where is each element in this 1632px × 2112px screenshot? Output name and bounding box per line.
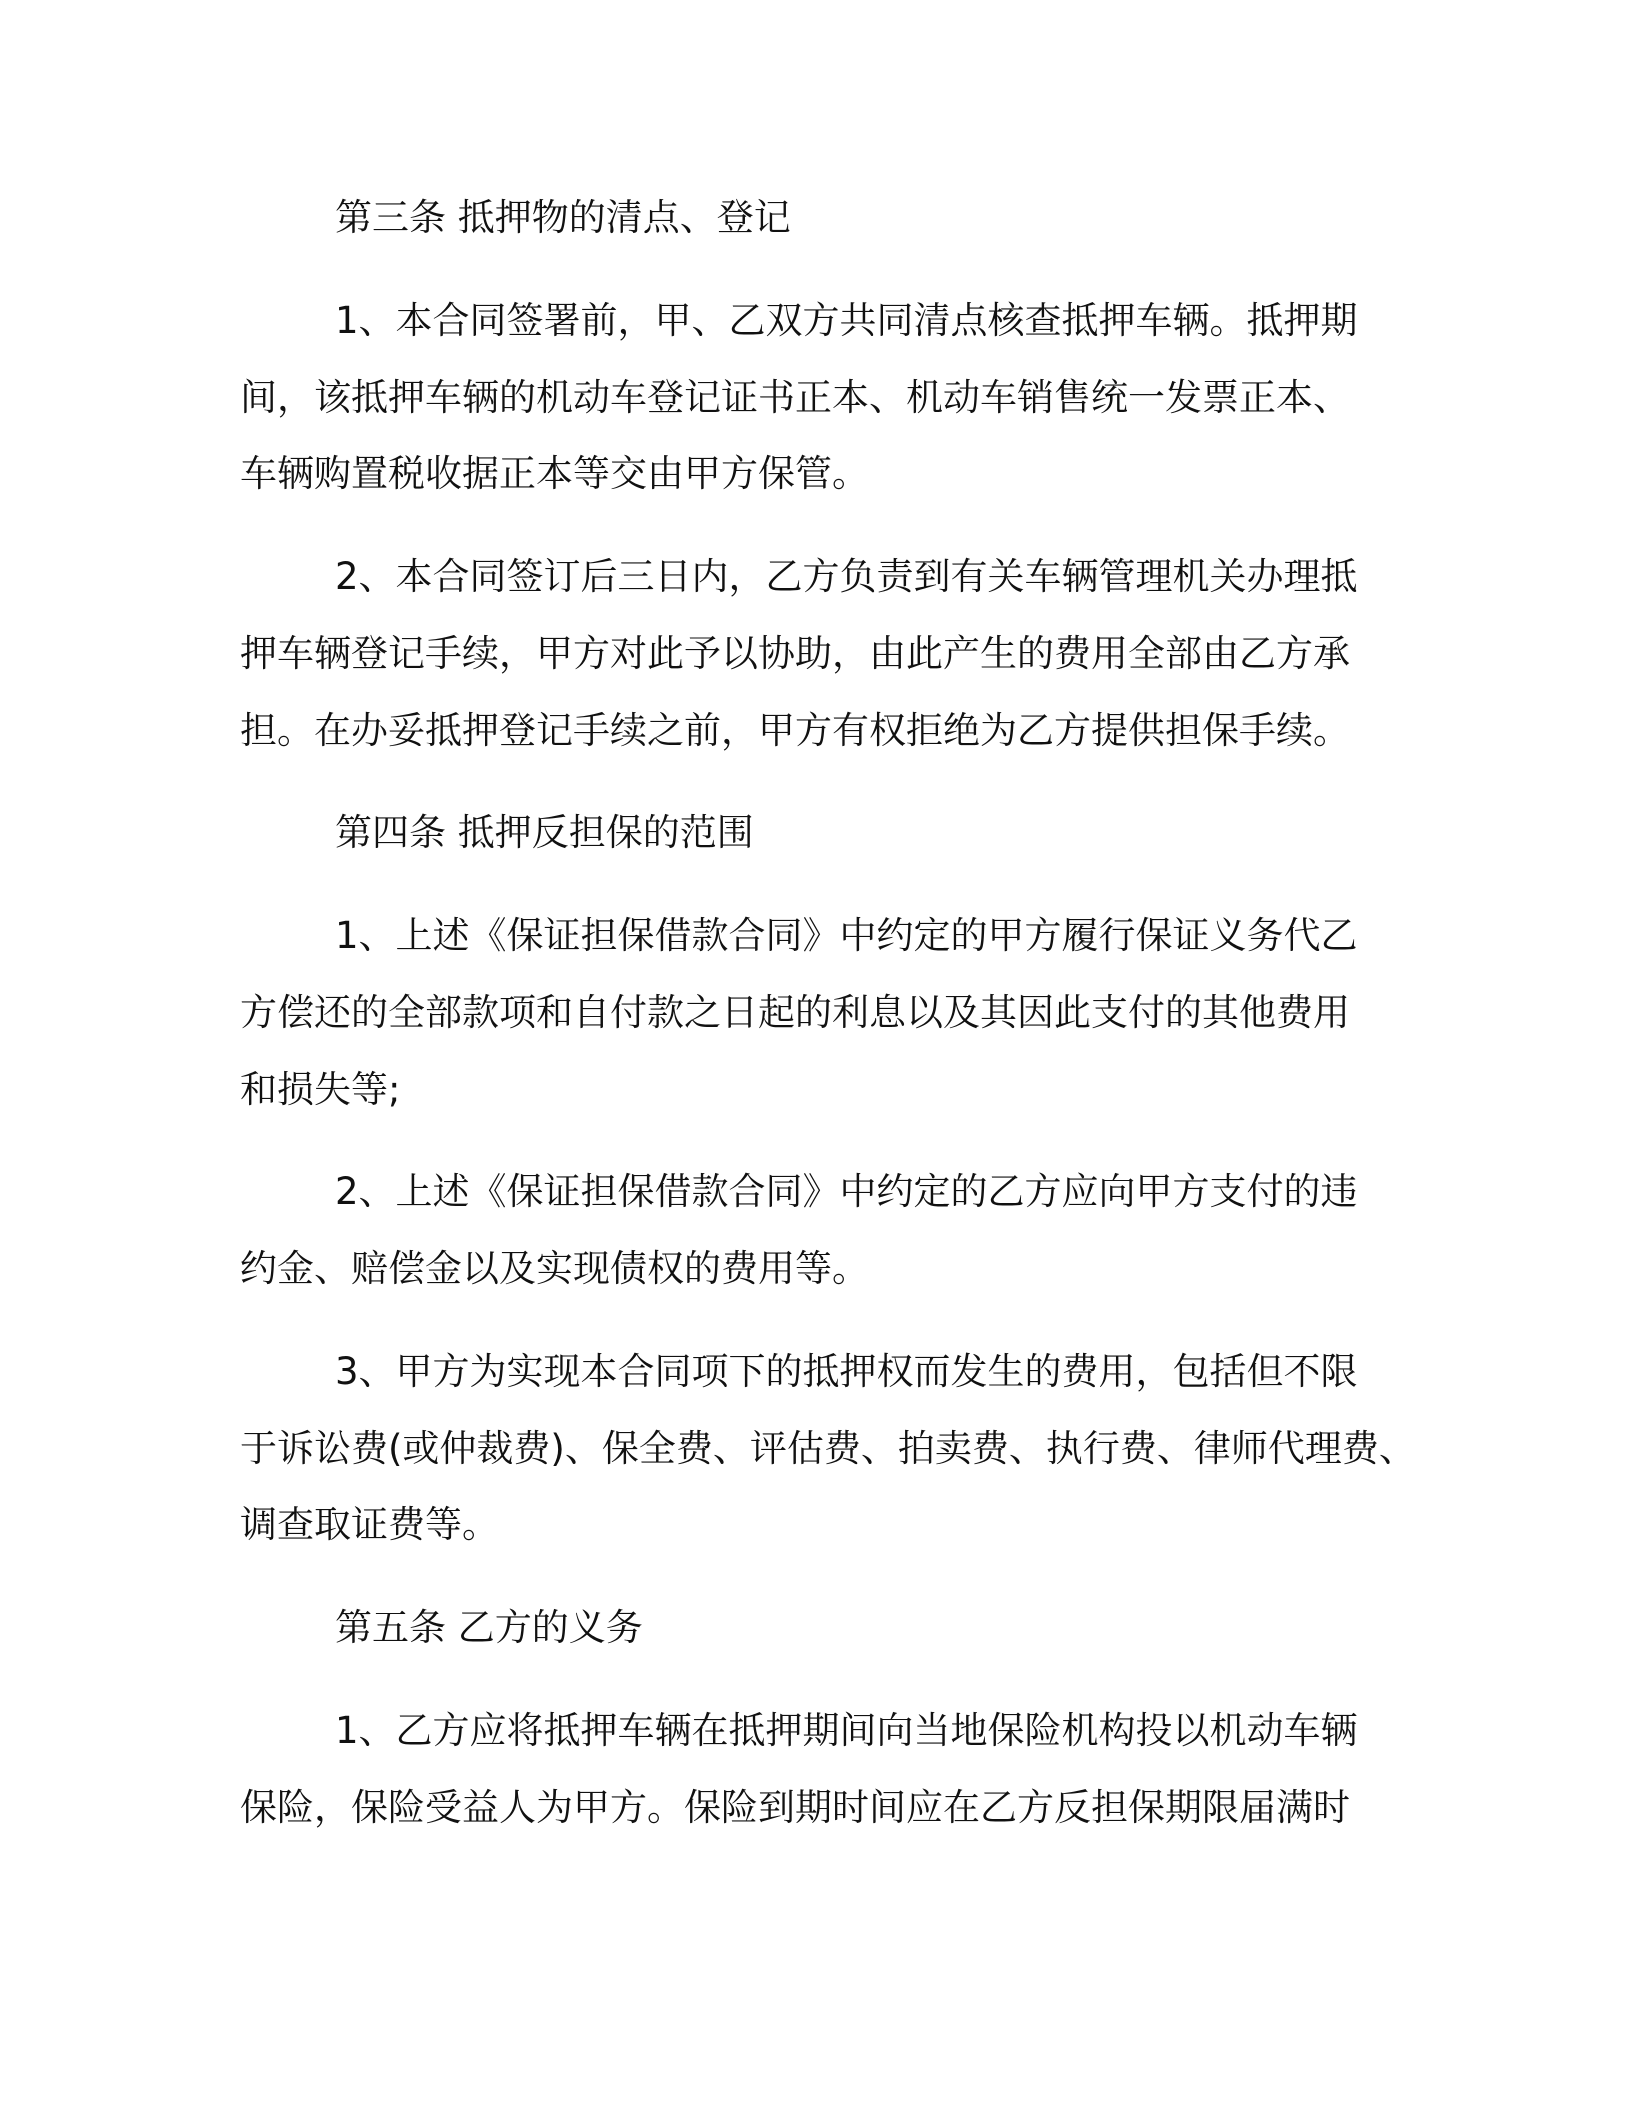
article-4-clause-3-line-3: 调查取证费等。 [240,1503,499,1546]
article-3-clause-1-line-1: 1、本合同签署前，甲、乙双方共同清点核查抵押车辆。抵押期 [335,299,1358,342]
article-5-clause-1-line-2: 保险，保险受益人为甲方。保险到期时间应在乙方反担保期限届满时 [240,1786,1350,1829]
article-4-heading: 第四条 抵押反担保的范围 [335,811,754,854]
article-4-clause-1-line-3: 和损失等; [240,1068,401,1111]
article-3-clause-2-line-3: 担。在办妥抵押登记手续之前，甲方有权拒绝为乙方提供担保手续。 [240,709,1350,752]
article-4-clause-1-line-2: 方偿还的全部款项和自付款之日起的利息以及其因此支付的其他费用 [240,991,1350,1034]
article-3-clause-2-line-2: 押车辆登记手续，甲方对此予以协助，由此产生的费用全部由乙方承 [240,632,1350,675]
article-4-clause-3-line-2: 于诉讼费(或仲裁费)、保全费、评估费、拍卖费、执行费、律师代理费、 [240,1427,1416,1470]
article-4-clause-3-line-1: 3、甲方为实现本合同项下的抵押权而发生的费用，包括但不限 [335,1350,1358,1393]
article-4-clause-1-line-1: 1、上述《保证担保借款合同》中约定的甲方履行保证义务代乙 [335,914,1358,957]
article-5-heading: 第五条 乙方的义务 [335,1606,643,1649]
article-4-clause-2-line-2: 约金、赔偿金以及实现债权的费用等。 [240,1247,869,1290]
article-5-clause-1-line-1: 1、乙方应将抵押车辆在抵押期间向当地保险机构投以机动车辆 [335,1709,1358,1752]
article-3-heading: 第三条 抵押物的清点、登记 [335,196,791,239]
article-3-clause-2-line-1: 2、本合同签订后三日内，乙方负责到有关车辆管理机关办理抵 [335,555,1358,598]
article-3-clause-1-line-3: 车辆购置税收据正本等交由甲方保管。 [240,452,869,495]
article-4-clause-2-line-1: 2、上述《保证担保借款合同》中约定的乙方应向甲方支付的违 [335,1170,1358,1213]
article-3-clause-1-line-2: 间，该抵押车辆的机动车登记证书正本、机动车销售统一发票正本、 [240,376,1350,419]
